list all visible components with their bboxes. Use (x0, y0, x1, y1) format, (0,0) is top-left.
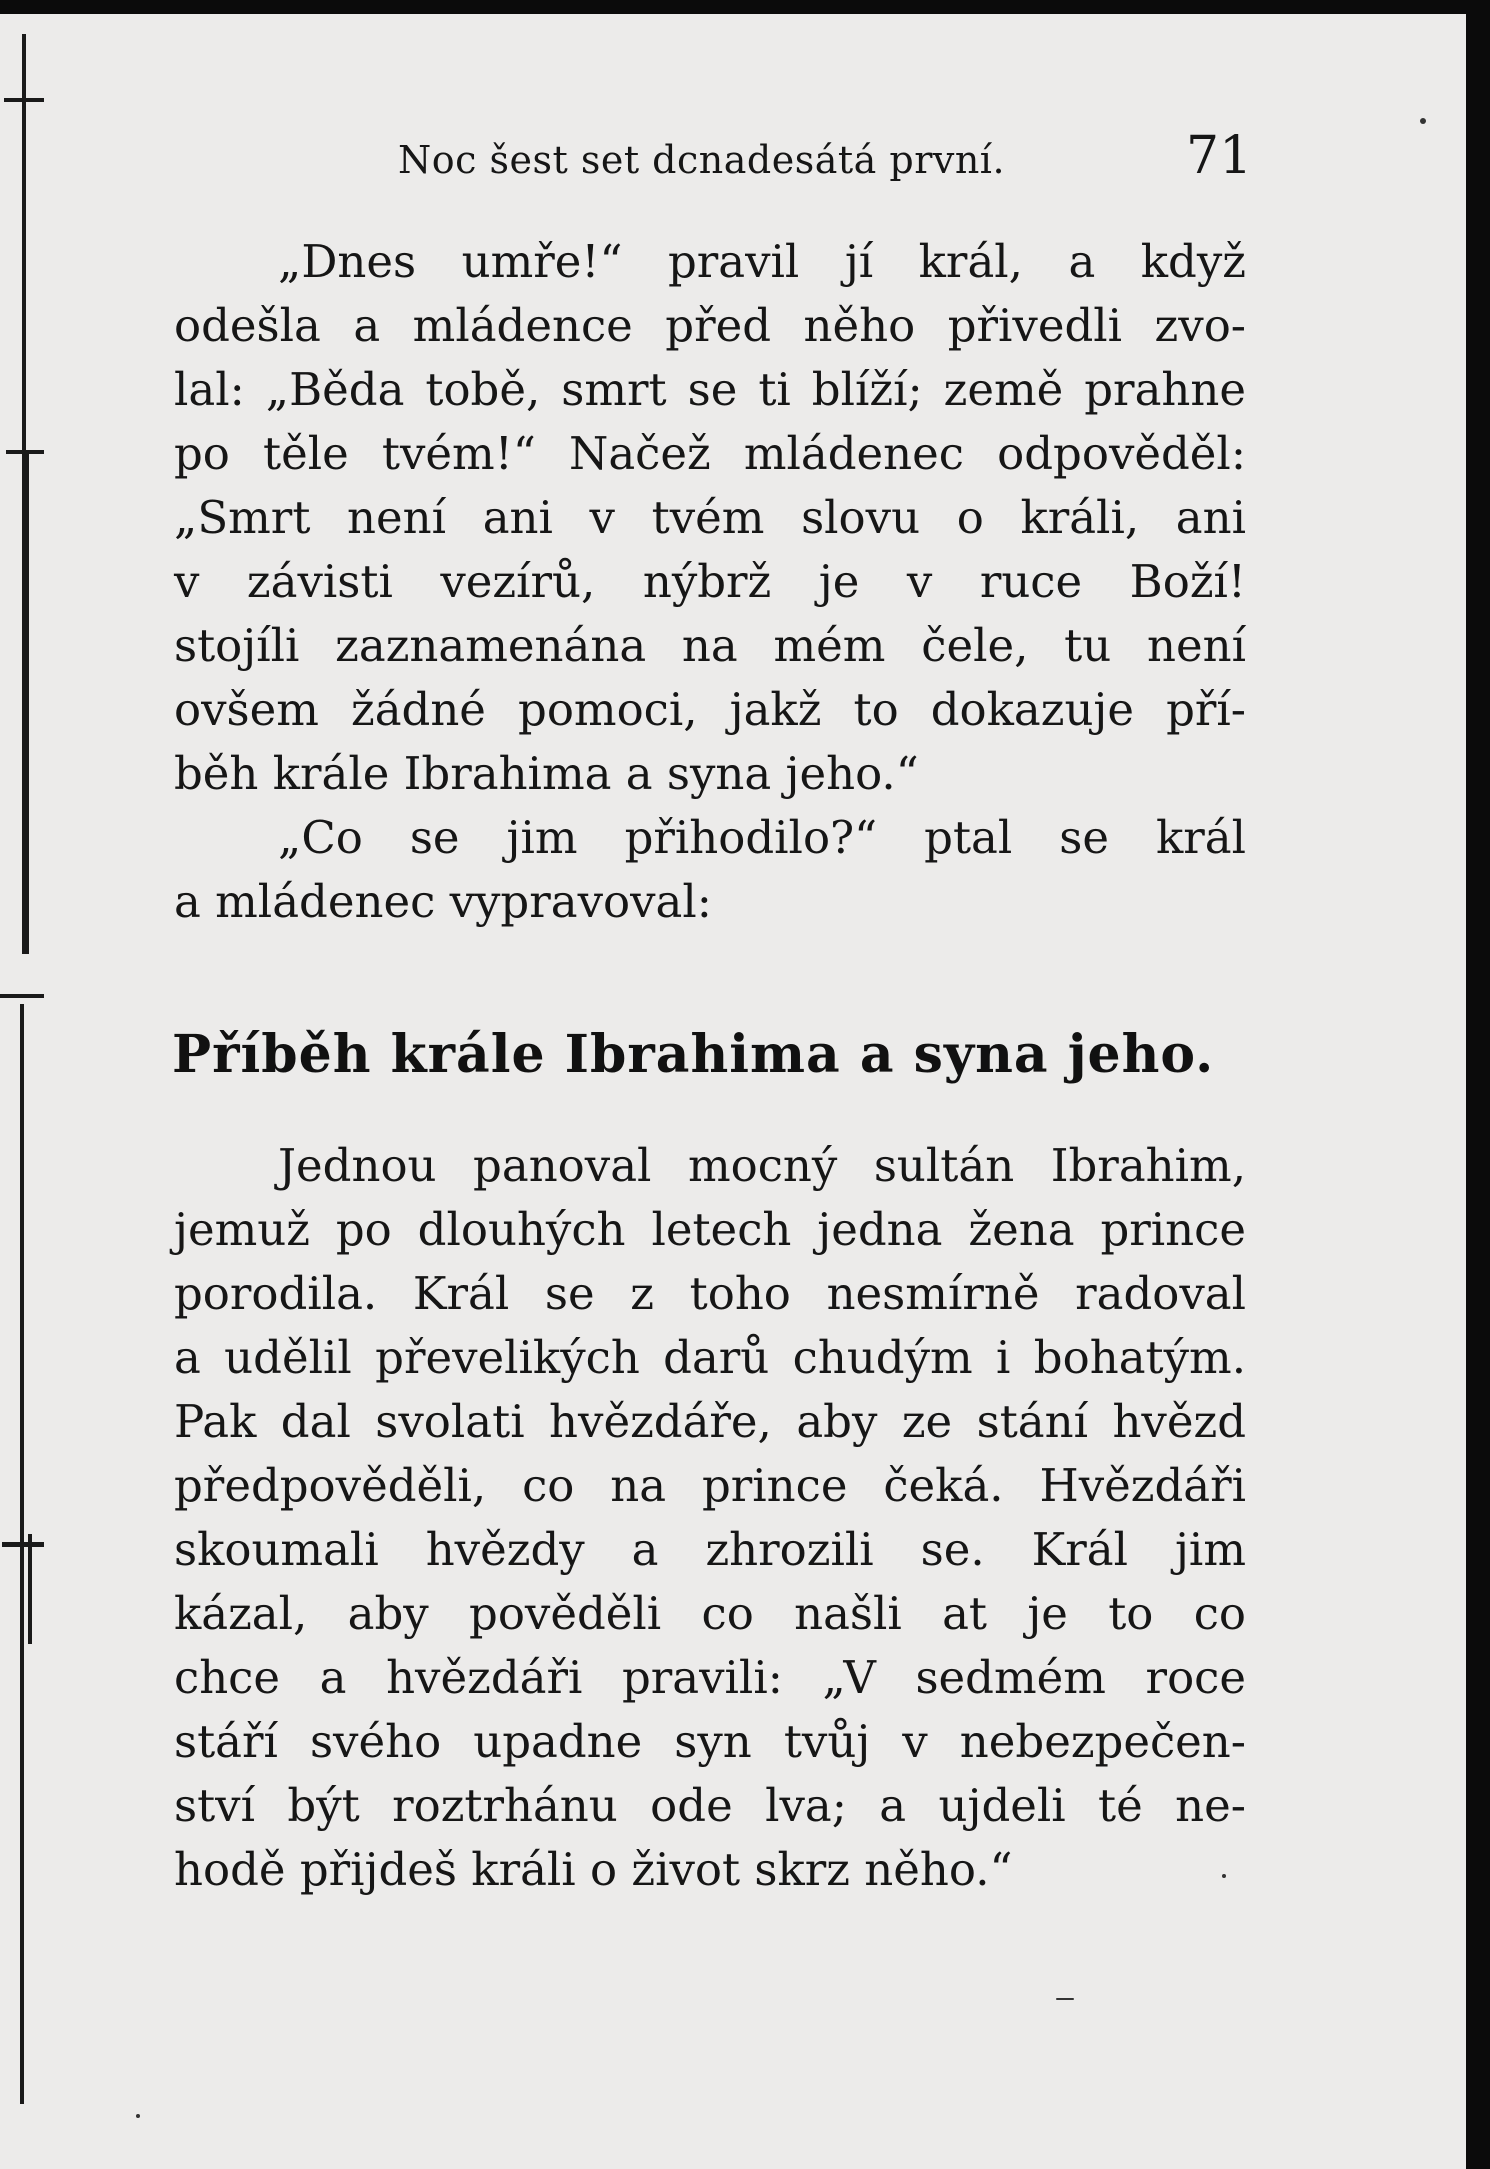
text-line: ství být roztrhánu ode lva; a ujdeli té ne- (174, 1779, 1246, 1832)
text-line: odešla a mládence před něho přivedli zvo- (174, 299, 1246, 352)
page-number: 71 (1186, 126, 1253, 186)
scan-speck (136, 2114, 140, 2118)
text-line: v závisti vezírů, nýbrž je v ruce Boží! (174, 555, 1246, 608)
text-line: Jednou panoval mocný sultán Ibrahim, (278, 1139, 1246, 1192)
text-line: porodila. Král se z toho nesmírně radoval (174, 1267, 1246, 1320)
text-line: skoumali hvězdy a zhrozili se. Král jim (174, 1523, 1246, 1576)
text-line: hodě přijdeš králi o život skrz něho.“ (174, 1843, 1013, 1896)
text-line: a mládenec vypravoval: (174, 875, 712, 928)
running-title: Noc šest set dcnadesátá první. (398, 138, 1006, 182)
text-line: „Dnes umře!“ pravil jí král, a když (278, 235, 1246, 288)
text-line: stáří svého upadne syn tvůj v nebezpečen- (174, 1715, 1246, 1768)
binding-edge (0, 14, 48, 2169)
scan-speck (1420, 118, 1426, 124)
paragraph-2 (174, 806, 1246, 934)
paragraph-3 (174, 1134, 1246, 1902)
text-line: stojíli zaznamenána na mém čele, tu není (174, 619, 1246, 672)
section-heading: Příběh krále Ibrahima a syna jeho. (172, 1024, 1215, 1085)
text-line: „Smrt není ani v tvém slovu o králi, ani (174, 491, 1246, 544)
text-line: „Co se jim přihodilo?“ ptal se král (278, 811, 1246, 864)
scan-right-border (1466, 0, 1490, 2169)
paragraph-1 (174, 230, 1246, 806)
text-line: běh krále Ibrahima a syna jeho.“ (174, 747, 919, 800)
text-line: Pak dal svolati hvězdáře, aby ze stání hvězd (174, 1395, 1246, 1448)
text-line: po těle tvém!“ Načež mládenec odpověděl: (174, 427, 1246, 480)
text-line: jemuž po dlouhých letech jedna žena prince (174, 1203, 1246, 1256)
scan-speck (1056, 1998, 1074, 2000)
text-line: ovšem žádné pomoci, jakž to dokazuje pří- (174, 683, 1246, 736)
book-page (0, 14, 1466, 2169)
scan-top-border (0, 0, 1490, 14)
text-line: předpověděli, co na prince čeká. Hvězdáři (174, 1459, 1246, 1512)
text-line: chce a hvězdáři pravili: „V sedmém roce (174, 1651, 1246, 1704)
text-line: a udělil převelikých darů chudým i bohatým. (174, 1331, 1246, 1384)
text-line: kázal, aby pověděli co našli at je to co (174, 1587, 1246, 1640)
scan-speck (1222, 1874, 1226, 1878)
text-line: lal: „Běda tobě, smrt se ti blíží; země prahne (174, 363, 1246, 416)
